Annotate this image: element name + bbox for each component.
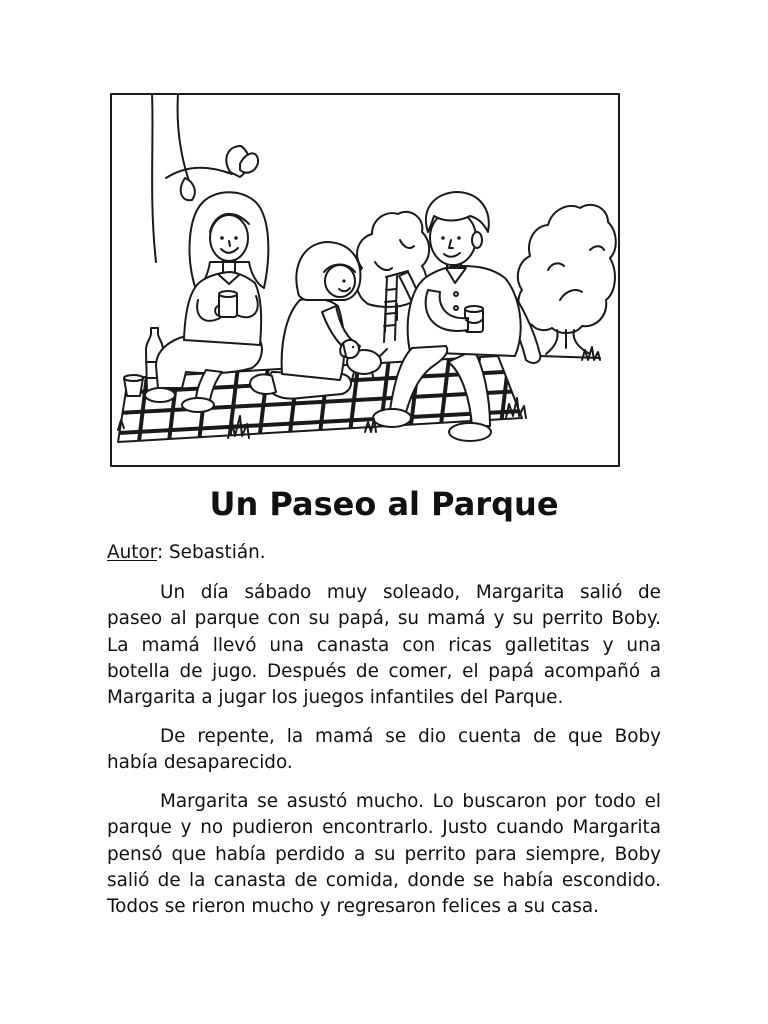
paragraph-line: había desaparecido. <box>107 752 293 774</box>
paragraph-2 <box>107 724 661 777</box>
paragraph-line: pensó que había perdido a su perrito para siempre, Boby <box>107 843 661 865</box>
paragraph-line: paseo al parque con su papá, su mamá y su perrito Boby. <box>107 608 661 630</box>
page-title: Un Paseo al Parque <box>209 485 559 523</box>
paragraph-line: La mamá llevó una canasta con ricas galletitas y una <box>107 634 661 656</box>
paragraph-3 <box>107 789 661 920</box>
paragraph-line: parque y no pudieron encontrarlo. Justo cuando Margarita <box>107 817 661 839</box>
paragraph-1 <box>107 580 661 711</box>
author-name: : Sebastián. <box>156 542 266 563</box>
paragraph-line: Un día sábado muy soleado, Margarita salió de <box>160 582 661 603</box>
author-line <box>107 540 266 566</box>
paragraph-line: Margarita a jugar los juegos infantiles del Parque. <box>107 687 564 709</box>
paragraph-line: botella de jugo. Después de comer, el papá acompañó a <box>107 660 661 682</box>
paragraph-line: De repente, la mamá se dio cuenta de que Boby <box>160 726 661 747</box>
cup <box>124 375 143 396</box>
paragraph-line: Todos se rieron mucho y regresaron felices a su casa. <box>107 896 600 918</box>
paragraph-line: salió de la canasta de comida, donde se había escondido. <box>107 869 661 891</box>
author-label: Autor <box>107 542 157 563</box>
paragraph-line: Margarita se asustó mucho. Lo buscaron por todo el <box>160 791 661 812</box>
picnic-illustration <box>110 92 622 469</box>
